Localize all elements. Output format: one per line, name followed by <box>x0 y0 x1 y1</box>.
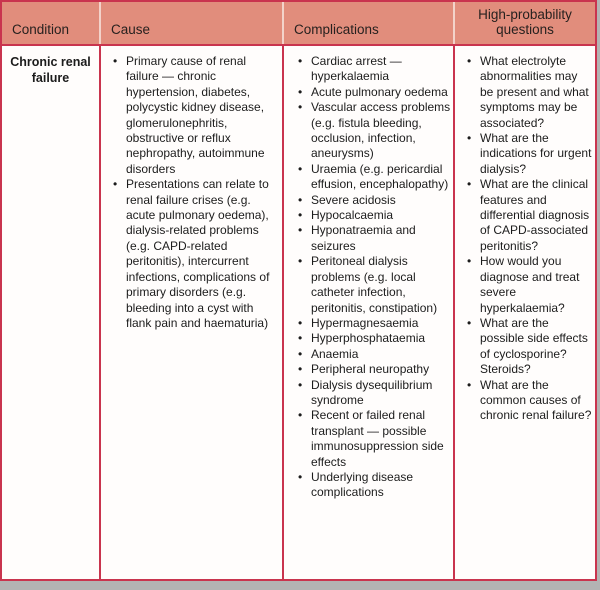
list-item: • Anaemia <box>298 347 452 362</box>
header-complications: Complications <box>284 2 455 44</box>
list-item: • Cardiac arrest — hyperkalaemia <box>298 54 452 85</box>
cell-condition: Chronic renal failure <box>2 46 101 579</box>
list-item: • What are the clinical features and differential diagnosis of CAPD-associated peritonitis? <box>467 177 593 254</box>
table-header-row <box>2 2 595 46</box>
list-item: • Hypocalcaemia <box>298 208 452 223</box>
list-item: • What are the common causes of chronic renal failure? <box>467 378 593 424</box>
list-item: • What electrolyte abnormalities may be present and what symptoms may be associated? <box>467 54 593 131</box>
list-item: • Severe acidosis <box>298 193 452 208</box>
list-item: • What are the indications for urgent dialysis? <box>467 131 593 177</box>
cell-complications <box>284 46 455 579</box>
list-item: • Presentations can relate to renal failure crises (e.g. acute pulmonary oedema), dialysis-related problems (e.g. CAPD-related peritonitis), intercurrent infections, complications of primary disorders (e.g. bleeding into a cyst with flank pain and haematuria) <box>113 177 280 331</box>
list-item: • Underlying disease complications <box>298 470 452 501</box>
list-item: • Peritoneal dialysis problems (e.g. local catheter infection, peritonitis, constipation) <box>298 254 452 316</box>
header-cause: Cause <box>101 2 284 44</box>
list-item: • Hyperphosphataemia <box>298 331 452 346</box>
cause-bullet-list <box>113 54 280 331</box>
list-item: • Acute pulmonary oedema <box>298 85 452 100</box>
list-item: • Recent or failed renal transplant — possible immunosuppression side effects <box>298 408 452 470</box>
cell-high-probability-questions <box>455 46 595 579</box>
list-item: • How would you diagnose and treat severe hyperkalaemia? <box>467 254 593 316</box>
list-item: • What are the possible side effects of cyclosporine? Steroids? <box>467 316 593 378</box>
cell-cause <box>101 46 284 579</box>
list-item: • Vascular access problems (e.g. fistula bleeding, occlusion, infection, aneurysms) <box>298 100 452 162</box>
list-item: • Hyponatraemia and seizures <box>298 223 452 254</box>
header-high-probability-questions: High-probability questions <box>478 6 572 37</box>
list-item: • Uraemia (e.g. pericardial effusion, encephalopathy) <box>298 162 452 193</box>
table-row <box>2 46 595 579</box>
list-item: • Hypermagnesaemia <box>298 316 452 331</box>
list-item: • Dialysis dysequilibrium syndrome <box>298 378 452 409</box>
complications-bullet-list <box>298 54 452 501</box>
list-item: • Peripheral neuropathy <box>298 362 452 377</box>
questions-bullet-list <box>467 54 593 424</box>
header-condition: Condition <box>2 2 101 44</box>
list-item: • Primary cause of renal failure — chronic hypertension, diabetes, polycystic kidney disease, glomerulonephritis, obstructive or reflux nephropathy, autoimmune disorders <box>113 54 280 177</box>
